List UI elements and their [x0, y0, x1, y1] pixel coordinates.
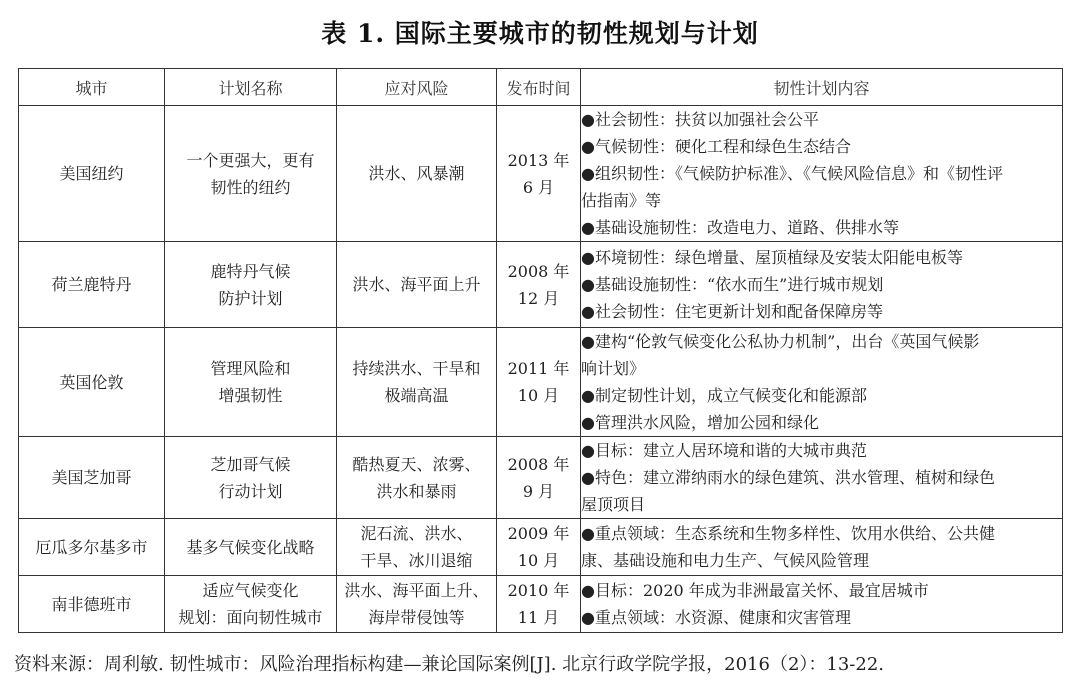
cell-date — [497, 106, 581, 242]
cell-date-line: 2010 年 — [507, 581, 570, 600]
cell-plan-name-line: 一个更强大，更有 — [186, 150, 315, 170]
cell-date — [497, 242, 581, 328]
cell-date — [497, 519, 581, 576]
cell-city: 美国芝加哥 — [19, 437, 165, 519]
table-row — [19, 106, 1063, 242]
cell-plan-name — [165, 106, 337, 242]
cell-plan-name-line: 适应气候变化 — [202, 581, 299, 600]
cell-plan-name — [165, 242, 337, 328]
cell-risk-line: 泥石流、洪水、 — [360, 524, 473, 543]
cell-content-line: 康、基础设施和电力生产、气候风险管理 — [581, 551, 870, 570]
cell-date-line: 10 月 — [517, 551, 560, 570]
cell-risk — [337, 106, 497, 242]
cell-risk-line: 酷热夏天、浓雾、 — [352, 454, 481, 474]
cell-content-line: ●社会韧性：扶贫以加强社会公平 — [581, 110, 819, 129]
resilience-plans-table — [18, 68, 1063, 633]
header-city: 城市 — [19, 69, 165, 106]
cell-content-line: ●环境韧性：绿色增量、屋顶植绿及安装太阳能电板等 — [581, 248, 963, 267]
cell-risk-line: 洪水和暴雨 — [376, 481, 457, 501]
cell-risk — [337, 576, 497, 633]
cell-date — [497, 328, 581, 437]
cell-date-line: 2008 年 — [507, 454, 570, 474]
cell-date-line: 11 月 — [517, 608, 560, 627]
cell-content — [581, 519, 1063, 576]
cell-content-line: ●重点领域：生态系统和生物多样性、饮用水供给、公共健 — [581, 524, 995, 543]
cell-risk — [337, 242, 497, 328]
cell-content-line: ●建构“伦敦气候变化公私协力机制”，出台《英国气候影 — [581, 332, 980, 351]
cell-content-line: ●社会韧性：住宅更新计划和配备保障房等 — [581, 302, 883, 321]
cell-risk — [337, 519, 497, 576]
header-plan-name: 计划名称 — [165, 69, 337, 106]
cell-date — [497, 437, 581, 519]
table-row — [19, 437, 1063, 519]
cell-content-line: ●目标：建立人居环境和谐的大城市典范 — [581, 441, 867, 460]
cell-content-line: ●制定韧性计划，成立气候变化和能源部 — [581, 386, 867, 405]
cell-risk — [337, 437, 497, 519]
cell-content-line: 响计划》 — [581, 359, 646, 378]
cell-risk-line: 洪水、风暴潮 — [368, 164, 465, 183]
cell-content-line: ●管理洪水风险，增加公园和绿化 — [581, 413, 819, 432]
cell-plan-name-line: 规划：面向韧性城市 — [178, 608, 323, 627]
cell-risk-line: 持续洪水、干旱和 — [352, 359, 481, 378]
header-date: 发布时间 — [497, 69, 581, 106]
cell-date-line: 2011 年 — [507, 359, 570, 378]
cell-content — [581, 576, 1063, 633]
cell-content — [581, 328, 1063, 437]
cell-date-line: 10 月 — [517, 386, 560, 405]
cell-content-line: ●气候韧性：硬化工程和绿色生态结合 — [581, 137, 851, 156]
cell-plan-name-line: 防护计划 — [218, 288, 283, 308]
cell-content-line: ●组织韧性：《气候防护标准》、《气候风险信息》和《韧性评 — [581, 164, 1003, 183]
cell-risk-line: 干旱、冰川退缩 — [360, 551, 473, 570]
cell-content-line: ●基础设施韧性：“依水而生”进行城市规划 — [581, 275, 884, 294]
source-citation: 资料来源：周利敏. 韧性城市：风险治理指标构建—兼论国际案例[J]. 北京行政学院学报，2016（2）：13-22. — [14, 654, 885, 675]
header-risk: 应对风险 — [337, 69, 497, 106]
table-row — [19, 576, 1063, 633]
cell-content-line: 屋顶项目 — [581, 495, 646, 514]
cell-risk-line: 洪水、海平面上升、 — [344, 581, 489, 600]
cell-plan-name-line: 芝加哥气候 — [210, 454, 291, 474]
cell-content-line: ●目标：2020 年成为非洲最富关怀、最宜居城市 — [581, 581, 929, 600]
table-row — [19, 519, 1063, 576]
cell-date — [497, 576, 581, 633]
cell-content — [581, 106, 1063, 242]
cell-city: 美国纽约 — [19, 106, 165, 242]
cell-content-line: 估指南》等 — [581, 191, 662, 210]
cell-risk — [337, 328, 497, 437]
cell-plan-name-line: 增强韧性 — [218, 386, 283, 405]
cell-date-line: 9 月 — [522, 481, 555, 501]
cell-content — [581, 437, 1063, 519]
cell-date-line: 12 月 — [517, 288, 560, 308]
cell-plan-name-line: 鹿特丹气候 — [210, 261, 291, 281]
table-title: 表 1. 国际主要城市的韧性规划与计划 — [321, 19, 759, 48]
cell-plan-name-line: 基多气候变化战略 — [186, 537, 315, 557]
cell-risk-line: 洪水、海平面上升 — [352, 275, 481, 294]
cell-city: 英国伦敦 — [19, 328, 165, 437]
table-row — [19, 242, 1063, 328]
cell-date-line: 2008 年 — [507, 261, 570, 281]
cell-city: 厄瓜多尔基多市 — [19, 519, 165, 576]
cell-content — [581, 242, 1063, 328]
cell-plan-name-line: 管理风险和 — [210, 359, 291, 378]
table-row — [19, 328, 1063, 437]
cell-plan-name — [165, 576, 337, 633]
cell-risk-line: 海岸带侵蚀等 — [368, 608, 465, 627]
cell-date-line: 6 月 — [522, 177, 555, 197]
cell-plan-name — [165, 519, 337, 576]
cell-date-line: 2009 年 — [507, 524, 570, 543]
cell-city: 南非德班市 — [19, 576, 165, 633]
cell-plan-name-line: 行动计划 — [218, 481, 283, 501]
cell-city: 荷兰鹿特丹 — [19, 242, 165, 328]
cell-date-line: 2013 年 — [507, 150, 570, 170]
table-header-row — [19, 69, 1063, 106]
cell-content-line: ●特色：建立滞纳雨水的绿色建筑、洪水管理、植树和绿色 — [581, 468, 995, 487]
header-content: 韧性计划内容 — [581, 69, 1063, 106]
cell-risk-line: 极端高温 — [384, 386, 449, 405]
cell-content-line: ●基础设施韧性：改造电力、道路、供排水等 — [581, 218, 899, 237]
cell-plan-name-line: 韧性的纽约 — [210, 177, 291, 197]
cell-plan-name — [165, 328, 337, 437]
cell-content-line: ●重点领域：水资源、健康和灾害管理 — [581, 608, 851, 627]
cell-plan-name — [165, 437, 337, 519]
